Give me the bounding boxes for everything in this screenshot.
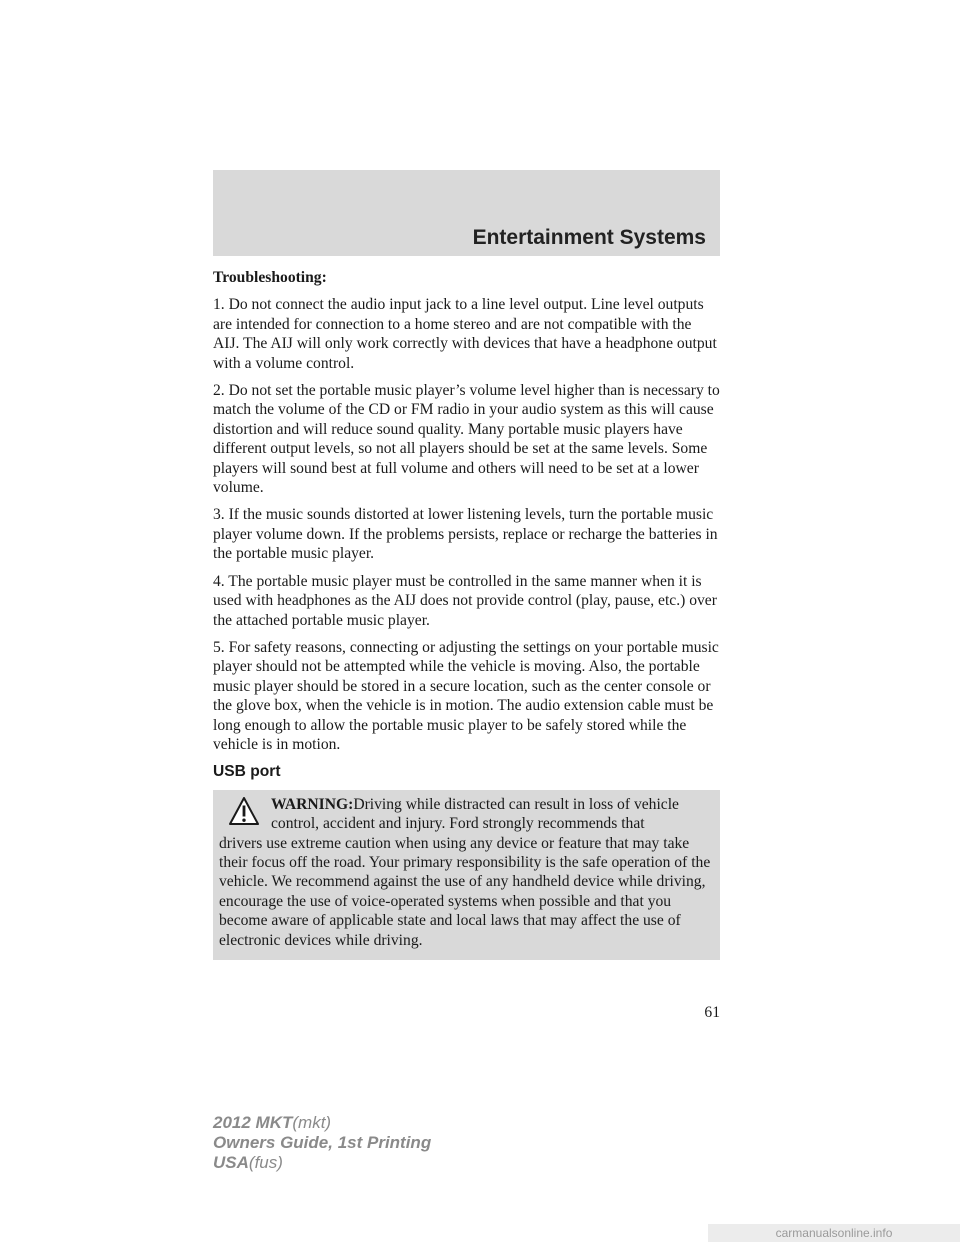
page-content — [213, 268, 720, 960]
warning-lead-text — [219, 795, 712, 834]
footer-model-code: (mkt) — [292, 1113, 332, 1132]
warning-lead: Driving while distracted can result in loss of vehicle control, accident and injury. Ford strongly recommends that — [271, 795, 679, 833]
section-title: Entertainment Systems — [472, 226, 706, 249]
warning-body: drivers use extreme caution when using any device or feature that may take their focus off the road. Your primary responsibility is the safe operation of the vehicle. We recommend against the use of any handheld device while driving, encourage the use of voice-operated systems when possible and that you become aware of applicable state and local laws that may affect the use of electronic devices while driving. — [219, 834, 711, 949]
troubleshooting-item-1: 1. Do not connect the audio input jack to a line level output. Line level outputs are intended for connection to a home stereo and are not compatible with the AIJ. The AIJ will only work correctly with devices that have a headphone output with a volume control. — [213, 296, 717, 372]
footer-model: 2012 MKT — [213, 1113, 293, 1132]
troubleshooting-item-5: 5. For safety reasons, connecting or adjusting the settings on your portable music player should not be attempted while the vehicle is moving. Also, the portable music player should be stored in a secure location, such as the center console or the glove box, when the vehicle is in motion. The audio extension cable must be long enough to allow the portable music player to be safely stored while the vehicle is in motion. — [213, 638, 719, 753]
footer-market: USA — [213, 1153, 249, 1172]
page-number: 61 — [704, 1004, 720, 1021]
document-footer — [213, 1113, 431, 1173]
troubleshooting-item-4: 4. The portable music player must be controlled in the same manner when it is used with headphones as the AIJ does not provide control (play, pause, etc.) over the attached portable music player. — [213, 572, 717, 629]
warning-box — [213, 790, 720, 960]
section-header-band — [213, 170, 720, 256]
troubleshooting-item-2: 2. Do not set the portable music player’s volume level higher than is necessary to match the volume of the CD or FM radio in your audio system as this will cause distortion and will reduce sound quality. Many portable music players have different output levels, so not all players should be set at the same levels. Some players will sound best at full volume and others will need to be set at a lower volume. — [213, 382, 720, 497]
footer-line-market — [213, 1153, 431, 1173]
footer-market-code: (fus) — [248, 1153, 283, 1172]
footer-line-guide: Owners Guide, 1st Printing — [213, 1133, 432, 1152]
warning-label: WARNING: — [271, 795, 354, 813]
troubleshooting-item-3: 3. If the music sounds distorted at lower listening levels, turn the portable music player volume down. If the problems persists, replace or recharge the batteries in the portable music player. — [213, 506, 718, 563]
warning-triangle-icon — [229, 797, 259, 825]
troubleshooting-heading: Troubleshooting: — [213, 269, 327, 286]
usb-port-heading: USB port — [213, 763, 281, 781]
footer-line-model — [213, 1113, 431, 1133]
watermark: carmanualsonline.info — [708, 1224, 960, 1242]
